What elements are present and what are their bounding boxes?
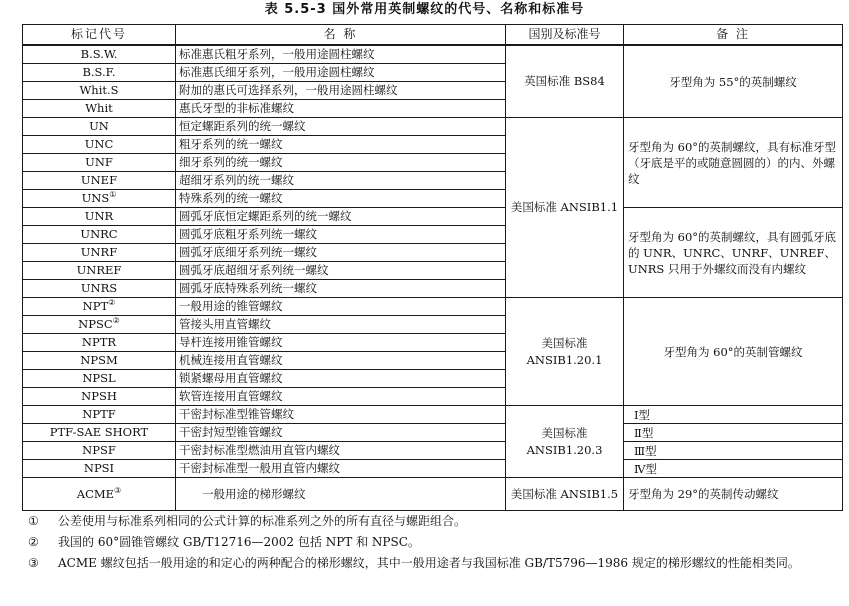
- name-cell: 细牙系列的统一螺纹: [176, 154, 506, 172]
- code-cell: Whit.S: [23, 82, 176, 100]
- name-cell: 锁紧螺母用直管螺纹: [176, 370, 506, 388]
- code-cell: NPTF: [23, 406, 176, 424]
- name-cell: 干密封标准型燃油用直管内螺纹: [176, 442, 506, 460]
- remark-cell-npt: 牙型角为 60°的英制管螺纹: [624, 298, 843, 406]
- table-row: [23, 406, 843, 424]
- remark-cell-bs: 牙型角为 55°的英制螺纹: [624, 45, 843, 118]
- name-cell: 圆弧牙底粗牙系列统一螺纹: [176, 226, 506, 244]
- name-cell: 软管连接用直管螺纹: [176, 388, 506, 406]
- remark-type-4: Ⅳ型: [624, 460, 843, 478]
- header-row: [23, 25, 843, 46]
- table-row: [23, 478, 843, 511]
- code-cell: B.S.W.: [23, 45, 176, 64]
- code-cell: NPSC②: [23, 316, 176, 334]
- standard-cell-ansib1-20-1: 美国标准 ANSIB1.20.1: [506, 298, 624, 406]
- footnote: [22, 532, 837, 553]
- remark-type-3: Ⅲ型: [624, 442, 843, 460]
- code-cell: ACME③: [23, 478, 176, 511]
- header-name: 名 称: [176, 25, 506, 46]
- footnote-text: 我国的 60°圆锥管螺纹 GB/T12716—2002 包括 NPT 和 NPSC。: [58, 535, 420, 549]
- name-cell: 恒定螺距系列的统一螺纹: [176, 118, 506, 136]
- name-cell: 圆弧牙底细牙系列统一螺纹: [176, 244, 506, 262]
- code-cell: NPSM: [23, 352, 176, 370]
- standard-cell-ansib1-20-3: 美国标准 ANSIB1.20.3: [506, 406, 624, 478]
- footnote: [22, 511, 837, 532]
- code-cell: NPSI: [23, 460, 176, 478]
- code-cell: UNEF: [23, 172, 176, 190]
- code-cell: UNC: [23, 136, 176, 154]
- code-cell: Whit: [23, 100, 176, 118]
- footnote-mark: ①: [28, 514, 39, 528]
- standard-cell-bs84: 英国标准 BS84: [506, 45, 624, 118]
- remark-cell-acme: 牙型角为 29°的英制传动螺纹: [624, 478, 843, 511]
- standard-cell-ansib1-5: 美国标准 ANSIB1.5: [506, 478, 624, 511]
- table-row: [23, 298, 843, 316]
- remark-cell-unr: 牙型角为 60°的英制螺纹，具有圆弧牙底的 UNR、UNRC、UNRF、UNREF、UNRS 只用于外螺纹而没有内螺纹: [624, 208, 843, 298]
- table-row: [23, 442, 843, 460]
- remark-type-1: Ⅰ型: [624, 406, 843, 424]
- name-cell: 一般用途的锥管螺纹: [176, 298, 506, 316]
- name-cell: 惠氏牙型的非标准螺纹: [176, 100, 506, 118]
- footnote-text: 公差使用与标准系列相同的公式计算的标准系列之外的所有直径与螺距组合。: [58, 514, 467, 528]
- name-cell: 圆弧牙底特殊系列统一螺纹: [176, 280, 506, 298]
- footnote: [22, 553, 837, 574]
- code-cell: UNF: [23, 154, 176, 172]
- name-cell: 圆弧牙底恒定螺距系列的统一螺纹: [176, 208, 506, 226]
- name-cell: 特殊系列的统一螺纹: [176, 190, 506, 208]
- header-standard: 国别及标准号: [506, 25, 624, 46]
- footnote-mark: ②: [28, 535, 39, 549]
- name-cell: 标准惠氏细牙系列，一般用途圆柱螺纹: [176, 64, 506, 82]
- table-row: [23, 45, 843, 64]
- remark-type-2: Ⅱ型: [624, 424, 843, 442]
- standard-cell-ansib1-1: 美国标准 ANSIB1.1: [506, 118, 624, 298]
- footnotes: [22, 511, 837, 574]
- footnote-text: ACME 螺纹包括一般用途的和定心的两种配合的梯形螺纹，其中一般用途者与我国标准 GB/T5796—1986 规定的梯形螺纹的性能相类同。: [58, 556, 800, 570]
- name-cell: 附加的惠氏可选择系列，一般用途圆柱螺纹: [176, 82, 506, 100]
- remark-cell-un: 牙型角为 60°的英制螺纹，具有标准牙型（牙底是平的或随意圆圆的）的内、外螺纹: [624, 118, 843, 208]
- table-row: [23, 460, 843, 478]
- name-cell: 干密封短型锥管螺纹: [176, 424, 506, 442]
- table-row: [23, 118, 843, 136]
- header-code: 标记代号: [23, 25, 176, 46]
- name-cell: 一般用途的梯形螺纹: [176, 478, 506, 511]
- name-cell: 标准惠氏粗牙系列，一般用途圆柱螺纹: [176, 45, 506, 64]
- code-cell: UN: [23, 118, 176, 136]
- code-cell: UNRF: [23, 244, 176, 262]
- table-row: [23, 208, 843, 226]
- code-cell: NPTR: [23, 334, 176, 352]
- table-title: 表 5.5-3 国外常用英制螺纹的代号、名称和标准号: [264, 2, 585, 17]
- header-remark: 备 注: [624, 25, 843, 46]
- code-cell: UNS①: [23, 190, 176, 208]
- code-cell: NPT②: [23, 298, 176, 316]
- name-cell: 粗牙系列的统一螺纹: [176, 136, 506, 154]
- name-cell: 圆弧牙底超细牙系列统一螺纹: [176, 262, 506, 280]
- footnote-mark: ③: [28, 556, 39, 570]
- thread-standards-table: [22, 24, 843, 511]
- name-cell: 干密封标准型一般用直管内螺纹: [176, 460, 506, 478]
- code-cell: UNRS: [23, 280, 176, 298]
- name-cell: 机械连接用直管螺纹: [176, 352, 506, 370]
- name-cell: 超细牙系列的统一螺纹: [176, 172, 506, 190]
- code-cell: PTF-SAE SHORT: [23, 424, 176, 442]
- code-cell: NPSH: [23, 388, 176, 406]
- name-cell: 干密封标准型锥管螺纹: [176, 406, 506, 424]
- name-cell: 导杆连接用锥管螺纹: [176, 334, 506, 352]
- code-cell: NPSF: [23, 442, 176, 460]
- code-cell: B.S.F.: [23, 64, 176, 82]
- code-cell: UNR: [23, 208, 176, 226]
- code-cell: UNRC: [23, 226, 176, 244]
- code-cell: NPSL: [23, 370, 176, 388]
- name-cell: 管接头用直管螺纹: [176, 316, 506, 334]
- table-row: [23, 424, 843, 442]
- code-cell: UNREF: [23, 262, 176, 280]
